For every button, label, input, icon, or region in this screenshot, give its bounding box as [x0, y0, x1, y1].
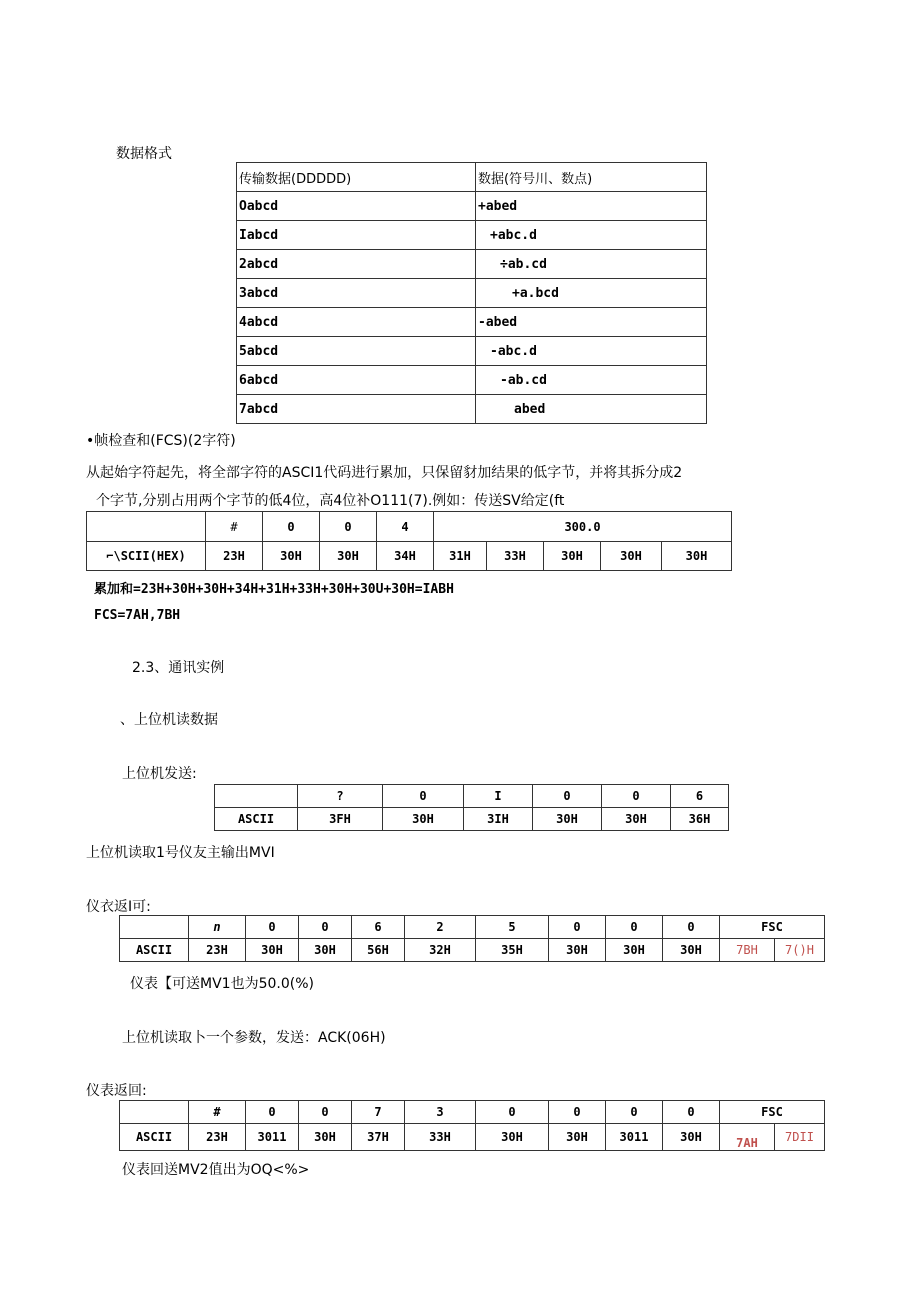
table-cell: 56H — [352, 939, 405, 962]
table-cell: 35H — [476, 939, 549, 962]
example-table — [86, 511, 732, 571]
table-cell: 30H — [246, 939, 299, 962]
table-cell: 3abcd — [237, 279, 476, 308]
table-row — [120, 1124, 825, 1151]
fcs-cell: 7DII — [775, 1124, 825, 1151]
table-cell — [215, 785, 298, 808]
table-cell: 36H — [671, 808, 729, 831]
table-cell: 30H — [606, 939, 663, 962]
table-cell: 30H — [663, 1124, 720, 1151]
table-cell: ASCII — [120, 939, 189, 962]
table-cell: 30H — [663, 939, 720, 962]
table-cell: Oabcd — [237, 192, 476, 221]
sum-line: 累加和=23H+30H+30H+34H+31H+33H+30H+30U+30H=IABH — [94, 582, 454, 597]
format-table — [236, 162, 707, 424]
table-cell: 23H — [206, 542, 263, 571]
table-cell: 2 — [405, 916, 476, 939]
table-cell: 37H — [352, 1124, 405, 1151]
table-cell: FSC — [720, 1101, 825, 1124]
table-cell — [120, 916, 189, 939]
fcs-line: FCS=7AH,7BH — [94, 608, 181, 623]
send-label: 上位机发送: — [122, 766, 197, 782]
table-cell: +a.bcd — [476, 279, 707, 308]
table-cell: 3 — [405, 1101, 476, 1124]
table-row — [237, 192, 707, 221]
table-cell: 0 — [320, 512, 377, 542]
table-cell: 6 — [671, 785, 729, 808]
send-table — [214, 784, 729, 831]
table-cell: 30H — [544, 542, 601, 571]
table-cell: 0 — [606, 1101, 663, 1124]
table-row — [215, 808, 729, 831]
table-cell: -abed — [476, 308, 707, 337]
table-cell: 5 — [476, 916, 549, 939]
table-cell: # — [189, 1101, 246, 1124]
table-cell: 30H — [320, 542, 377, 571]
table-cell: 6abcd — [237, 366, 476, 395]
table-cell: 4 — [377, 512, 434, 542]
table-cell: 30H — [263, 542, 320, 571]
table-cell: 0 — [246, 1101, 299, 1124]
table-cell: 3011 — [606, 1124, 663, 1151]
table-cell: 2abcd — [237, 250, 476, 279]
paragraph: 个字节,分别占用两个字节的低4位，高4位补O111(7).例如：传送SV给定(ft — [96, 493, 565, 509]
table-cell: 30H — [476, 1124, 549, 1151]
table-row — [120, 1101, 825, 1124]
return-label: 仪表返回: — [86, 1083, 147, 1099]
table-cell: 4abcd — [237, 308, 476, 337]
return-note: 仪表【可送MV1也为50.0(%) — [130, 976, 314, 992]
table-cell: 6 — [352, 916, 405, 939]
table-cell: +abc.d — [476, 221, 707, 250]
table-cell: 30H — [602, 808, 671, 831]
table-row — [120, 916, 825, 939]
return-table-2 — [119, 1100, 825, 1151]
table-cell: 30H — [601, 542, 662, 571]
table-cell: 0 — [533, 785, 602, 808]
table-cell: 0 — [549, 1101, 606, 1124]
table-cell: 5abcd — [237, 337, 476, 366]
paragraph: 从起始字符起先，将全部字符的ASCI1代码进行累加，只保留豺加结果的低字节，并将其拆分成2 — [86, 465, 683, 481]
table-cell: 0 — [663, 916, 720, 939]
table-cell: ? — [298, 785, 383, 808]
table-row — [237, 221, 707, 250]
table-cell: 0 — [383, 785, 464, 808]
table-cell: I — [464, 785, 533, 808]
table-cell: FSC — [720, 916, 825, 939]
table-cell: ÷ab.cd — [476, 250, 707, 279]
table-cell: 0 — [602, 785, 671, 808]
table-cell: 30H — [299, 939, 352, 962]
table-cell: 0 — [299, 1101, 352, 1124]
table-cell: 23H — [189, 939, 246, 962]
table-cell: 30H — [549, 939, 606, 962]
table-cell: abed — [476, 395, 707, 424]
table-cell: 0 — [663, 1101, 720, 1124]
table-cell: 31H — [434, 542, 487, 571]
table-row — [87, 512, 732, 542]
table-cell: 0 — [606, 916, 663, 939]
table-cell: 30H — [533, 808, 602, 831]
table-row — [215, 785, 729, 808]
table-header: 数据(符号川、数点) — [476, 163, 707, 192]
table-cell: 300.0 — [434, 512, 732, 542]
table-cell: 3FH — [298, 808, 383, 831]
table-cell — [120, 1101, 189, 1124]
table-cell: ⌐\SCII(HEX) — [87, 542, 206, 571]
table-cell: 33H — [405, 1124, 476, 1151]
fcs-cell: 7AH — [720, 1124, 775, 1151]
table-cell: ASCII — [120, 1124, 189, 1151]
return-label: 仪衣返I可: — [86, 899, 151, 915]
table-cell — [87, 512, 206, 542]
table-cell: ASCII — [215, 808, 298, 831]
table-cell: # — [206, 512, 263, 542]
return-table-1 — [119, 915, 825, 962]
table-row — [87, 542, 732, 571]
table-cell: 7 — [352, 1101, 405, 1124]
table-cell: 23H — [189, 1124, 246, 1151]
table-cell: 3011 — [246, 1124, 299, 1151]
table-cell: 7abcd — [237, 395, 476, 424]
fcs-heading: •帧检查和(FCS)(2字符) — [86, 433, 236, 449]
table-row — [237, 337, 707, 366]
table-row — [237, 279, 707, 308]
table-cell: 30H — [549, 1124, 606, 1151]
table-cell: +abed — [476, 192, 707, 221]
table-cell: 34H — [377, 542, 434, 571]
read-line: 上位机读取1号仪友主输出MVI — [86, 845, 275, 861]
table-cell: 0 — [246, 916, 299, 939]
table-cell: 0 — [476, 1101, 549, 1124]
table-row — [237, 308, 707, 337]
fcs-cell: 7()H — [775, 939, 825, 962]
section-heading: 2.3、通讯实例 — [132, 660, 225, 676]
table-cell: 32H — [405, 939, 476, 962]
table-row — [237, 163, 707, 192]
table-cell: -abc.d — [476, 337, 707, 366]
table-row — [237, 250, 707, 279]
table-cell: -ab.cd — [476, 366, 707, 395]
table-row — [120, 939, 825, 962]
table-cell: 0 — [299, 916, 352, 939]
table-cell: 33H — [487, 542, 544, 571]
table-row — [237, 366, 707, 395]
table-cell: 3IH — [464, 808, 533, 831]
table-header: 传输数据(DDDDD) — [237, 163, 476, 192]
section-title: 数据格式 — [116, 146, 172, 162]
fcs-cell: 7BH — [720, 939, 775, 962]
return-note: 仪表回送MV2值出为OQ<%> — [122, 1162, 310, 1178]
table-cell: 30H — [383, 808, 464, 831]
table-cell: Iabcd — [237, 221, 476, 250]
next-param-line: 上位机读取卜一个参数，发送：ACK(06H) — [122, 1030, 386, 1046]
table-cell: 0 — [549, 916, 606, 939]
table-cell: 30H — [662, 542, 732, 571]
table-cell: 0 — [263, 512, 320, 542]
table-row — [237, 395, 707, 424]
subsection-heading: 、上位机读数据 — [120, 712, 218, 728]
table-cell: 30H — [299, 1124, 352, 1151]
table-cell: n — [189, 916, 246, 939]
